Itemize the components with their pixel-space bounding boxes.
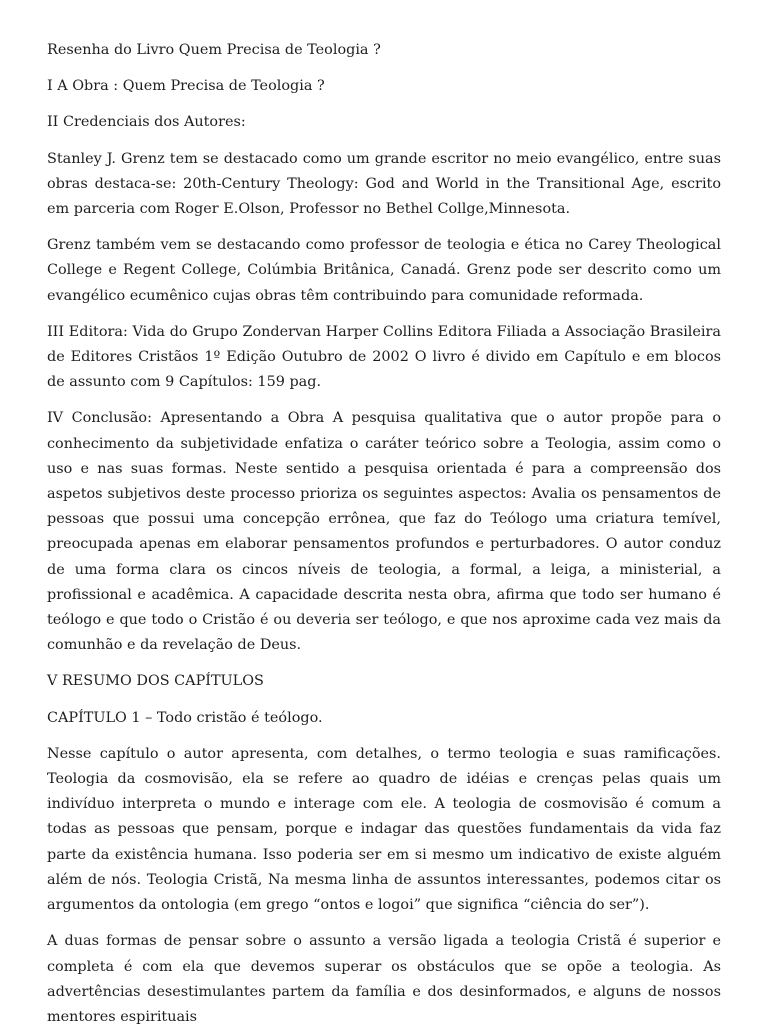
document-title: Resenha do Livro Quem Precisa de Teologia ? [47, 42, 381, 58]
paragraph-editora: III Editora: Vida do Grupo Zondervan Harper Collins Editora Filiada a Associação Brasileira de Editores Cristãos 1º Edição Outubro de 2002 O livro é divido em Capítulo e em blocos de assunto com 9 Capítulos: 159 pag. [47, 323, 721, 391]
paragraph-grenz-2: Grenz também vem se destacando como professor de teologia e ética no Carey Theological College e Regent College, Colúmbia Britânica, Canadá. Grenz pode ser descrito como um evangélico ecumênico cujas obras têm contribuindo para comunidade reformada. [47, 237, 721, 304]
section-heading-resumo: V RESUMO DOS CAPÍTULOS [47, 673, 264, 690]
section-heading-credenciais: II Credenciais dos Autores: [47, 114, 246, 131]
document-page [47, 38, 721, 1030]
section-heading-obra: I A Obra : Quem Precisa de Teologia ? [47, 78, 325, 95]
chapter-1-title: CAPÍTULO 1 – Todo cristão é teólogo. [47, 709, 323, 726]
paragraph-grenz-1: Stanley J. Grenz tem se destacado como um grande escritor no meio evangélico, entre suas obras destaca-se: 20th-Century Theology: God and World in the Transitional Age, escrito em parceria com Roger E.Olson, Professor no Bethel Collge,Minnesota. [47, 150, 721, 218]
paragraph-chapter-1-a: Nesse capítulo o autor apresenta, com detalhes, o termo teologia e suas ramificações. Teologia da cosmovisão, ela se refere ao quadro de idéias e crenças pelas quais um indivíduo interpreta o mundo e interage com ele. A teologia de cosmovisão é comum a todas as pessoas que pensam, porque e indagar das questões fundamentais da vida faz parte da existência humana. Isso poderia ser em si mesmo um indicativo de existe alguém além de nós. Teologia Cristã, Na mesma linha de assuntos interessantes, podemos citar os argumentos da ontologia (em grego “ontos e logoi” que significa “ciência do ser”). [47, 745, 721, 914]
paragraph-conclusao: IV Conclusão: Apresentando a Obra A pesquisa qualitativa que o autor propõe para o conhecimento da subjetividade enfatiza o caráter teórico sobre a Teologia, assim como o uso e nas suas formas. Neste sentido a pesquisa orientada é para a compreensão dos aspetos subjetivos deste processo prioriza os seguintes aspectos: Avalia os pensamentos de pessoas que possui uma concepção errônea, que faz do Teólogo uma criatura temível, preocupada apenas em elaborar pensamentos profundos e perturbadores. O autor conduz de uma forma clara os cincos níveis de teologia, a formal, a leiga, a ministerial, a profissional e acadêmica. A capacidade descrita nesta obra, afirma que todo ser humano é teólogo e que todo o Cristão é ou deveria ser teólogo, e que nos aproxime cada vez mais da comunhão e da revelação de Deus. [47, 410, 721, 654]
paragraph-chapter-1-b: A duas formas de pensar sobre o assunto a versão ligada a teologia Cristã é superior e completa é com ela que devemos superar os obstáculos que se opõe a teologia. As advertências desestimulantes partem da família e dos desinformados, e alguns de nossos mentores espirituais [47, 933, 721, 1025]
